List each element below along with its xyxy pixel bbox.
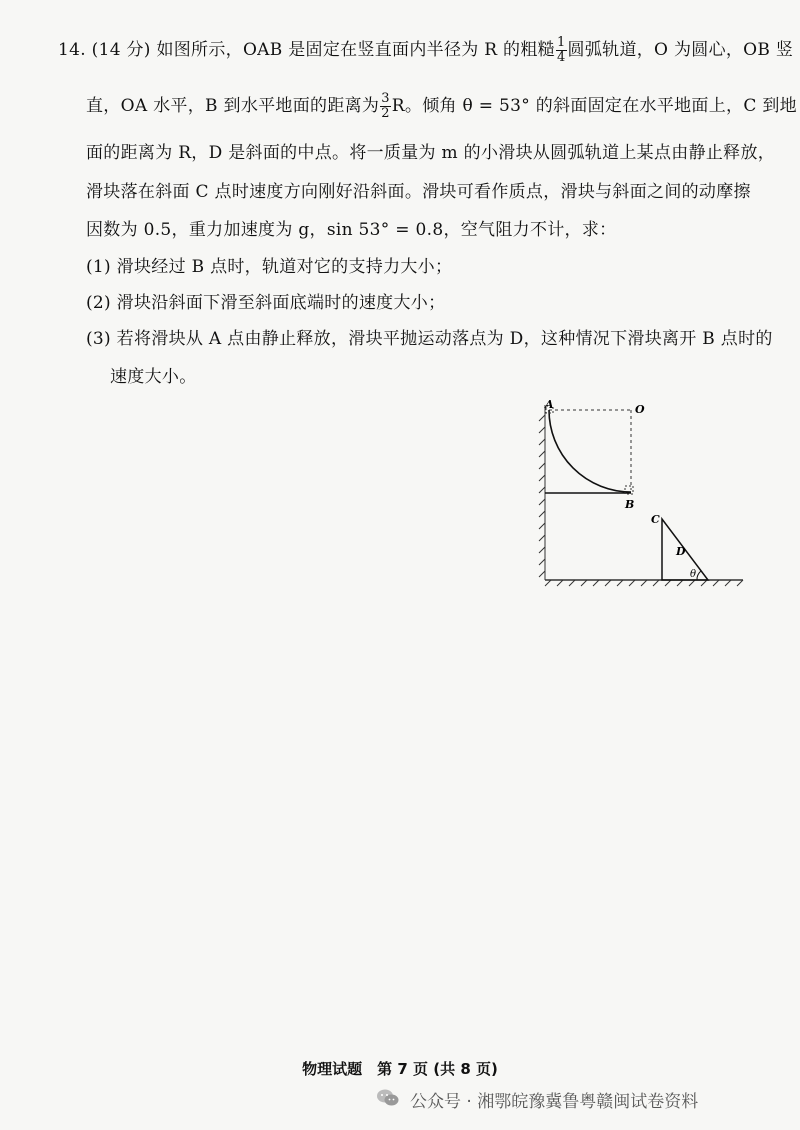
problem-line-2: [86, 92, 797, 121]
label-B: B: [625, 498, 635, 511]
fraction-three-halves: $\frac{3}{2}$: [381, 91, 390, 121]
fraction-quarter: $\frac{1}{4}$: [556, 35, 566, 65]
label-theta: θ: [690, 569, 697, 580]
problem-line-2-end: R。倾角 θ = 53° 的斜面固定在水平地面上，C 到地: [391, 96, 797, 116]
problem-line-1: [58, 36, 793, 65]
problem-line-5: 因数为 0.5，重力加速度为 g，sin 53° = 0.8，空气阻力不计，求：: [86, 220, 617, 240]
wechat-icon: [376, 1088, 400, 1108]
problem-line-1-end: 圆弧轨道，O 为圆心，OB 竖: [567, 40, 794, 60]
label-A: A: [545, 398, 554, 411]
question-3-line-1: (3) 若将滑块从 A 点由静止释放，滑块平抛运动落点为 D，这种情况下滑块离开 B 点时的: [86, 329, 773, 349]
question-1: (1) 滑块经过 B 点时，轨道对它的支持力大小；: [86, 257, 453, 277]
watermark-text: 公众号 · 湘鄂皖豫冀鲁粤赣闽试卷资料: [410, 1092, 699, 1112]
label-O: O: [635, 403, 645, 416]
problem-line-2-start: 直，OA 水平，B 到水平地面的距离为: [86, 96, 380, 116]
wall-hatching: [539, 405, 545, 580]
label-C: C: [651, 513, 660, 526]
question-2: (2) 滑块沿斜面下滑至斜面底端时的速度大小；: [86, 293, 446, 313]
physics-diagram: [515, 395, 755, 695]
problem-line-1-start: 14. (14 分) 如图所示，OAB 是固定在竖直面内半径为 R 的粗糙: [58, 40, 555, 60]
arc-track: [549, 410, 631, 492]
ground-hatching: [545, 580, 743, 586]
page-footer: 物理试题 第 7 页 (共 8 页): [302, 1060, 498, 1078]
angle-arc: [697, 571, 701, 580]
label-D: D: [676, 545, 686, 558]
problem-line-3: 面的距离为 R，D 是斜面的中点。将一质量为 m 的小滑块从圆弧轨道上某点由静止释放，: [86, 143, 776, 163]
question-3-line-2: 速度大小。: [110, 367, 197, 387]
problem-line-4: 滑块落在斜面 C 点时速度方向刚好沿斜面。滑块可看作质点，滑块与斜面之间的动摩擦: [86, 182, 751, 202]
